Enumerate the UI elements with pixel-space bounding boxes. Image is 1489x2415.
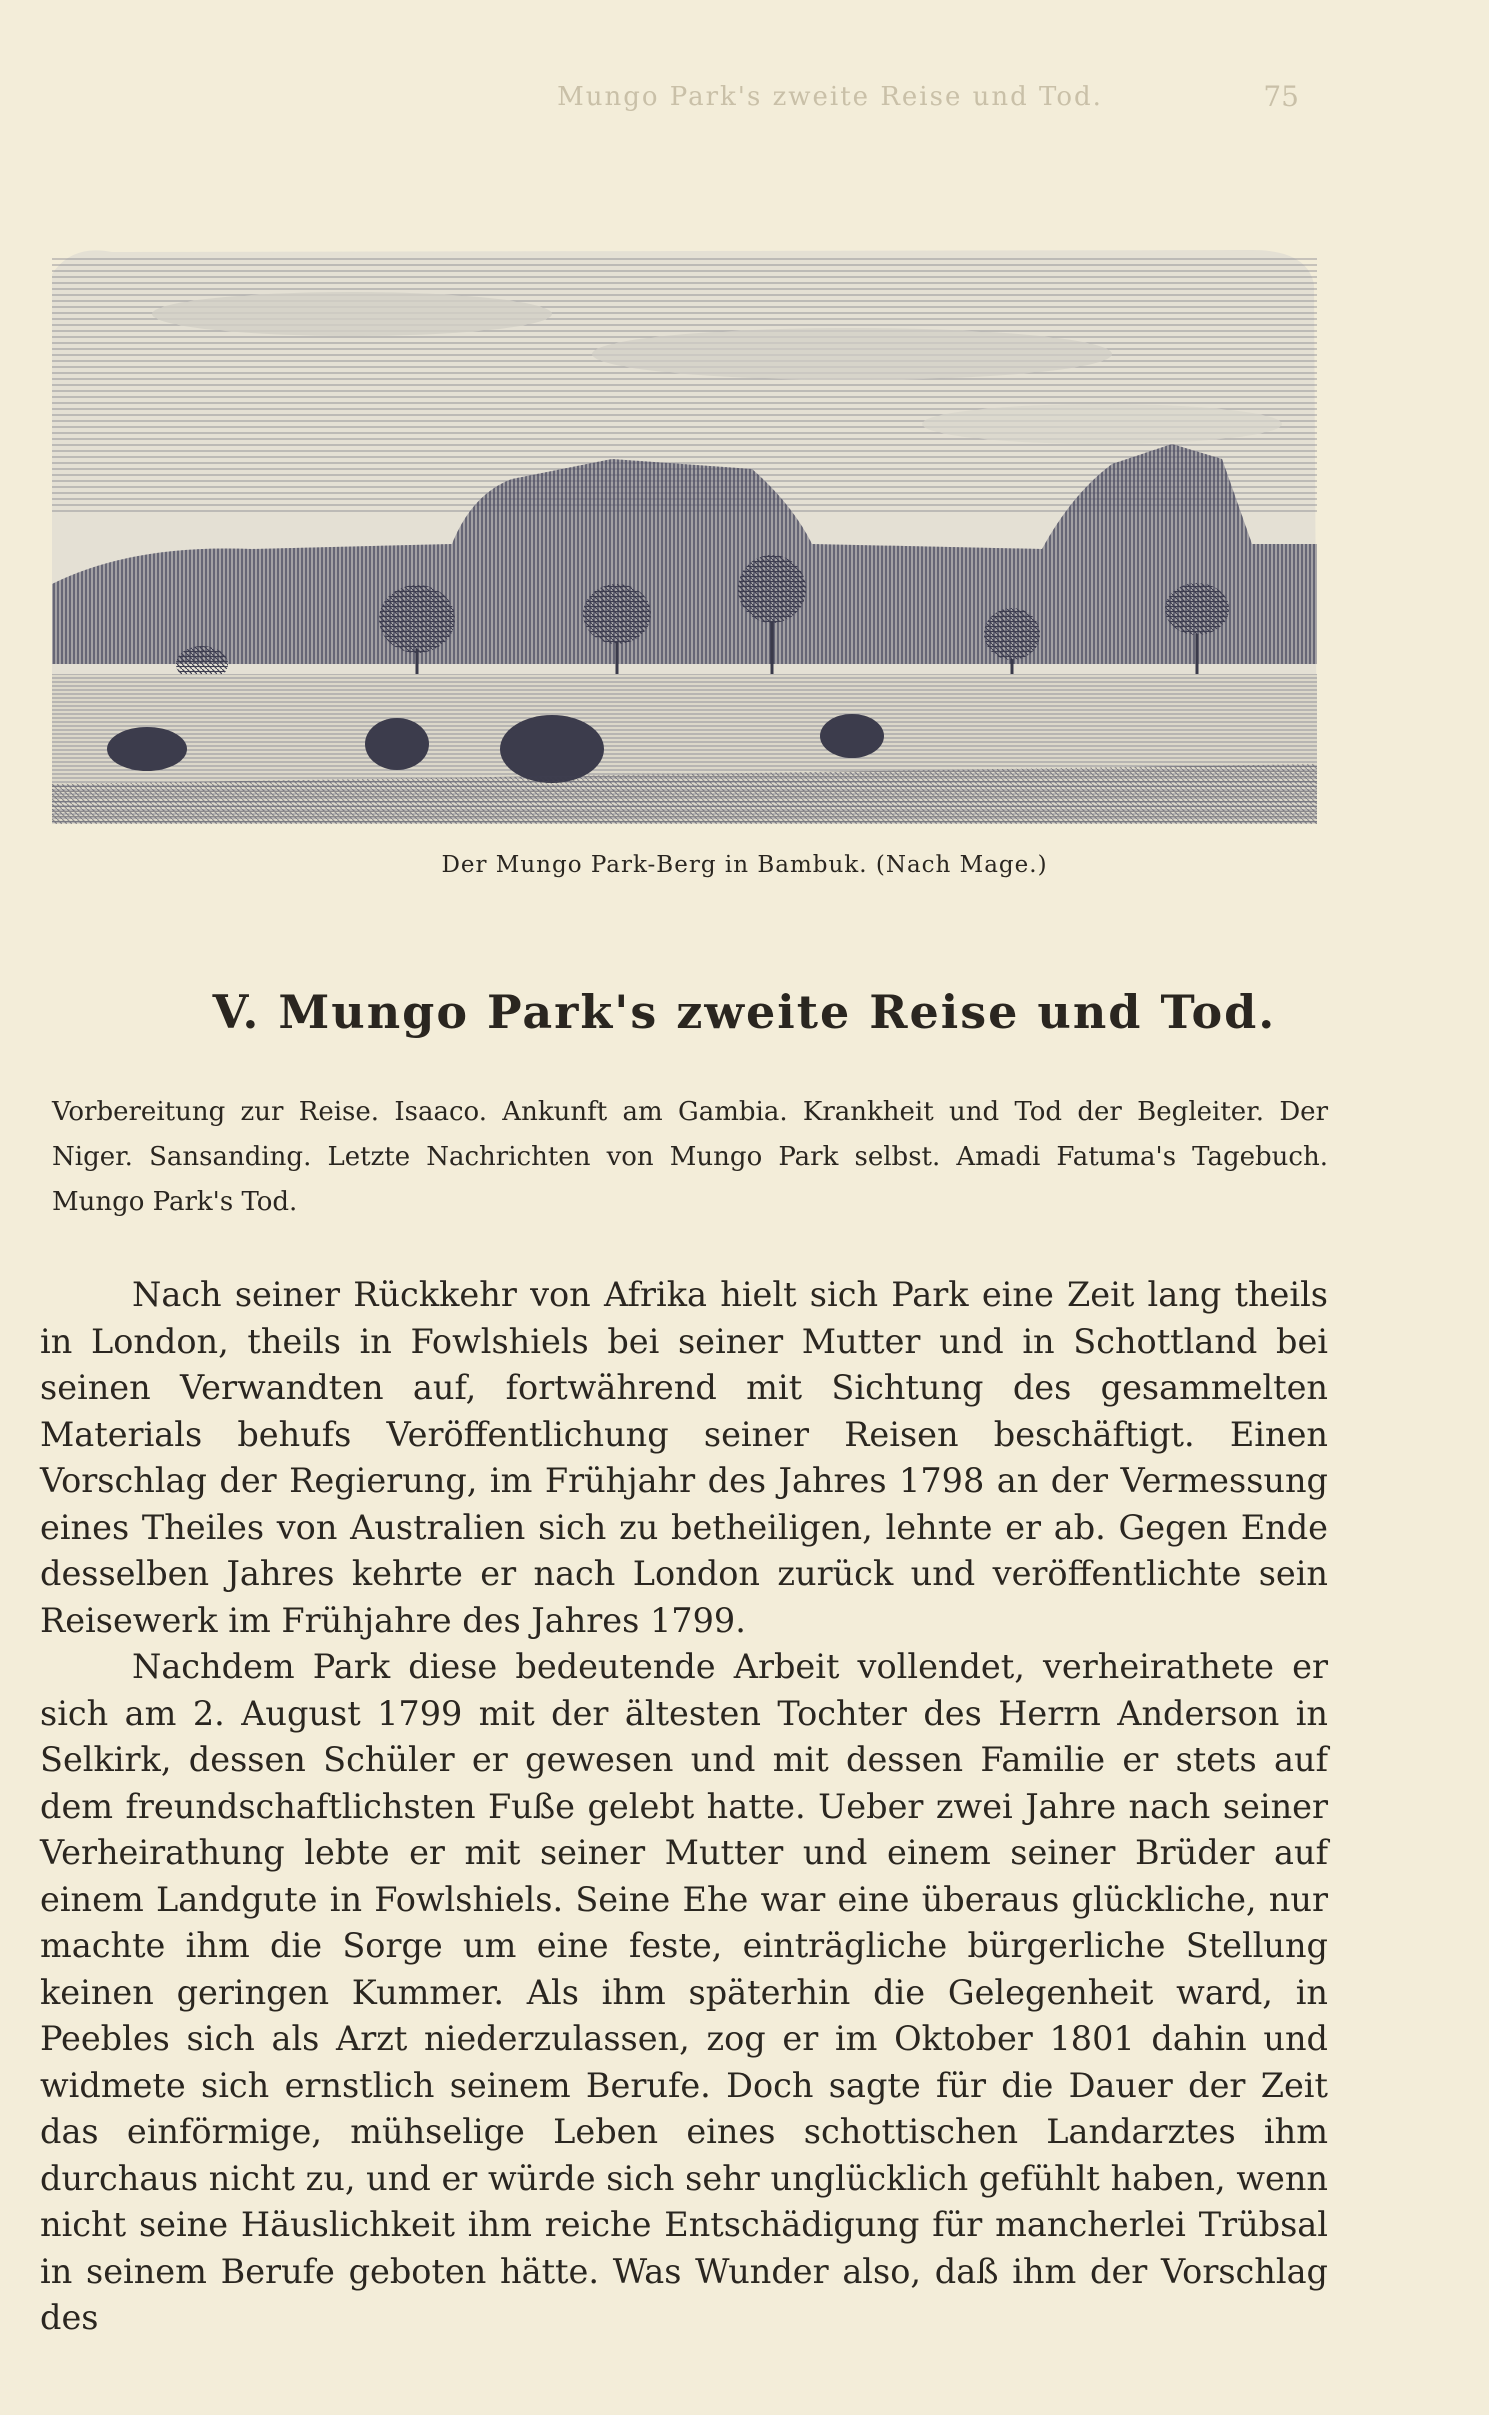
page-number: 75	[1263, 80, 1299, 113]
paragraph-2: Nachdem Park diese bedeutende Arbeit vollendet, verheirathete er sich am 2. August 1799 mit der ältesten Tochter des Herrn Anderson in Selkirk, dessen Schüler er gewesen und mit dessen Familie er stets auf dem freundschaftlichsten Fuße gelebt hatte. Ueber zwei Jahre nach seiner Verheirathung lebte er mit seiner Mutter und einem seiner Brüder auf einem Landgute in Fowlshiels. Seine Ehe war eine überaus glückliche, nur machte ihm die Sorge um eine feste, einträgliche bürgerliche Stellung keinen geringen Kummer. Als ihm späterhin die Gelegenheit ward, in Peebles sich als Arzt niederzulassen, zog er im Oktober 1801 dahin und widmete sich ernstlich seinem Berufe. Doch sagte für die Dauer der Zeit das einförmige, mühselige Leben eines schottischen Landarztes ihm durchaus nicht zu, und er würde sich sehr unglücklich gefühlt haben, wenn nicht seine Häuslichkeit ihm reiche Entschädigung für mancherlei Trübsal in seinem Berufe geboten hätte. Was Wunder also, daß ihm der Vorschlag des	[40, 1647, 1328, 2337]
running-header: Mungo Park's zweite Reise und Tod.	[557, 82, 1103, 112]
engraving-illustration	[52, 244, 1317, 824]
mountain-landscape-engraving	[52, 244, 1317, 824]
body-text	[40, 1272, 1328, 2342]
chapter-title: V. Mungo Park's zweite Reise und Tod.	[212, 985, 1277, 1039]
chapter-summary: Vorbereitung zur Reise. Isaaco. Ankunft am Gambia. Krankheit und Tod der Begleiter. Der Niger. Sansanding. Letzte Nachrichten von Mungo Park selbst. Amadi Fatuma's Tagebuch. Mungo Park's Tod.	[52, 1097, 1328, 1217]
paragraph-1: Nach seiner Rückkehr von Afrika hielt sich Park eine Zeit lang theils in London, theils in Fowlshiels bei seiner Mutter und in Schottland bei seinen Verwandten auf, fortwährend mit Sichtung des gesammelten Materials behufs Veröffentlichung seiner Reisen beschäftigt. Einen Vorschlag der Regierung, im Frühjahr des Jahres 1798 an der Vermessung eines Theiles von Australien sich zu betheiligen, lehnte er ab. Gegen Ende desselben Jahres kehrte er nach London zurück und veröffentlichte sein Reisewerk im Frühjahre des Jahres 1799.	[40, 1275, 1328, 1640]
figure-caption: Der Mungo Park-Berg in Bambuk. (Nach Mage.)	[441, 852, 1048, 878]
